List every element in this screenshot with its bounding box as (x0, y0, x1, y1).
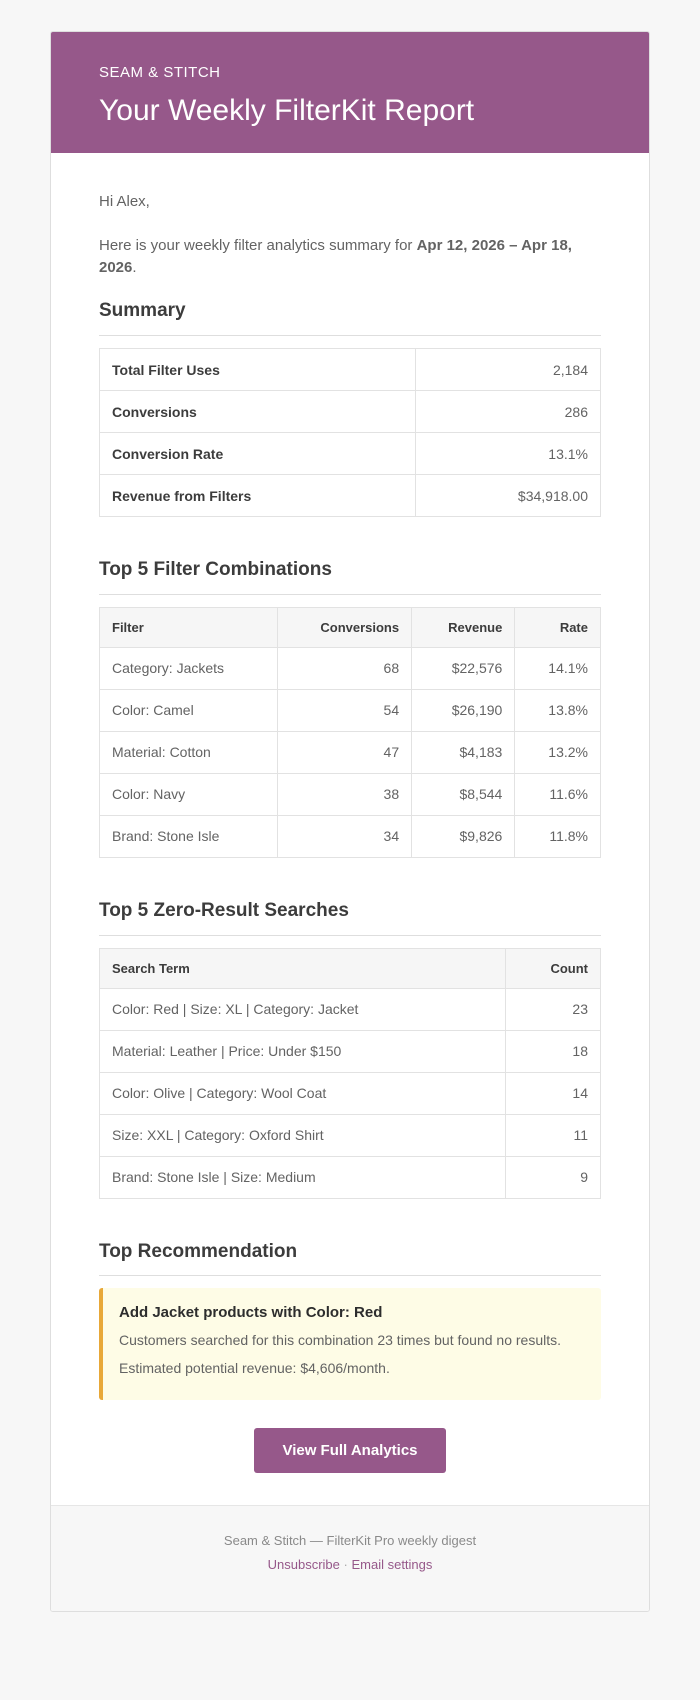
summary-row (100, 349, 601, 391)
recommendation-revenue: Estimated potential revenue: $4,606/month. (119, 1360, 390, 1377)
recommendation-box (99, 1288, 601, 1399)
summary-heading: Summary (99, 300, 601, 336)
table-row (100, 647, 601, 689)
recommendation-detail: Customers searched for this combination 23 times but found no results. (119, 1332, 561, 1349)
conversions-cell: 38 (277, 773, 411, 815)
unsubscribe-link[interactable]: Unsubscribe (267, 1556, 340, 1572)
table-row (100, 731, 601, 773)
search-term-cell: Color: Olive | Category: Wool Coat (100, 1072, 506, 1114)
recommendation-heading: Top Recommendation (99, 1241, 601, 1277)
table-row (100, 815, 601, 857)
count-cell: 14 (505, 1072, 600, 1114)
zero-results-table (99, 948, 601, 1199)
summary-row (100, 433, 601, 475)
filter-cell: Category: Jackets (100, 647, 278, 689)
table-header-row (100, 948, 601, 988)
table-row (100, 1030, 601, 1072)
filter-cell: Brand: Stone Isle (100, 815, 278, 857)
search-term-cell: Size: XXL | Category: Oxford Shirt (100, 1114, 506, 1156)
column-header: Filter (100, 607, 278, 647)
table-row (100, 689, 601, 731)
conversions-cell: 47 (277, 731, 411, 773)
count-cell: 18 (505, 1030, 600, 1072)
intro-suffix: . (132, 258, 137, 276)
conversions-cell: 68 (277, 647, 411, 689)
rate-cell: 11.6% (515, 773, 601, 815)
table-row (100, 1156, 601, 1198)
summary-row (100, 391, 601, 433)
filter-cell: Color: Navy (100, 773, 278, 815)
table-row (100, 1072, 601, 1114)
combinations-table (99, 607, 601, 858)
email-card (50, 31, 650, 1612)
cta-wrapper (99, 1428, 601, 1473)
report-title: Your Weekly FilterKit Report (99, 94, 475, 127)
email-header (51, 32, 649, 153)
rate-cell: 14.1% (515, 647, 601, 689)
table-header-row (100, 607, 601, 647)
conversions-cell: 54 (277, 689, 411, 731)
count-cell: 23 (505, 988, 600, 1030)
summary-table (99, 348, 601, 517)
summary-label: Total Filter Uses (100, 349, 416, 391)
footer-links (51, 1557, 649, 1572)
intro-prefix: Here is your weekly filter analytics summary for (99, 236, 417, 254)
column-header: Rate (515, 607, 601, 647)
count-cell: 9 (505, 1156, 600, 1198)
revenue-cell: $9,826 (412, 815, 515, 857)
email-settings-link[interactable]: Email settings (351, 1556, 433, 1572)
revenue-cell: $8,544 (412, 773, 515, 815)
recommendation-title: Add Jacket products with Color: Red (119, 1304, 383, 1322)
date-range: Apr 12, 2026 – Apr 18, 2026 (99, 236, 572, 276)
summary-row (100, 475, 601, 517)
summary-value: 286 (415, 391, 600, 433)
column-header: Search Term (100, 948, 506, 988)
intro-summary (99, 235, 601, 279)
zero-results-heading: Top 5 Zero-Result Searches (99, 900, 601, 936)
view-full-analytics-button[interactable]: View Full Analytics (254, 1428, 445, 1473)
conversions-cell: 34 (277, 815, 411, 857)
filter-cell: Material: Cotton (100, 731, 278, 773)
rate-cell: 11.8% (515, 815, 601, 857)
summary-value: 13.1% (415, 433, 600, 475)
search-term-cell: Color: Red | Size: XL | Category: Jacket (100, 988, 506, 1030)
column-header: Conversions (277, 607, 411, 647)
filter-cell: Color: Camel (100, 689, 278, 731)
column-header: Count (505, 948, 600, 988)
search-term-cell: Brand: Stone Isle | Size: Medium (100, 1156, 506, 1198)
brand-name: SEAM & STITCH (99, 64, 221, 81)
email-footer (51, 1505, 649, 1611)
greeting: Hi Alex, (99, 193, 150, 210)
summary-label: Conversions (100, 391, 416, 433)
footer-tagline: Seam & Stitch — FilterKit Pro weekly digest (223, 1532, 477, 1548)
revenue-cell: $26,190 (412, 689, 515, 731)
link-separator: · (343, 1556, 348, 1572)
revenue-cell: $22,576 (412, 647, 515, 689)
summary-value: 2,184 (415, 349, 600, 391)
table-row (100, 1114, 601, 1156)
count-cell: 11 (505, 1114, 600, 1156)
rate-cell: 13.8% (515, 689, 601, 731)
summary-label: Conversion Rate (100, 433, 416, 475)
column-header: Revenue (412, 607, 515, 647)
combinations-heading: Top 5 Filter Combinations (99, 559, 601, 595)
search-term-cell: Material: Leather | Price: Under $150 (100, 1030, 506, 1072)
table-row (100, 988, 601, 1030)
summary-label: Revenue from Filters (100, 475, 416, 517)
email-body (51, 153, 649, 1473)
table-row (100, 773, 601, 815)
rate-cell: 13.2% (515, 731, 601, 773)
summary-value: $34,918.00 (415, 475, 600, 517)
revenue-cell: $4,183 (412, 731, 515, 773)
